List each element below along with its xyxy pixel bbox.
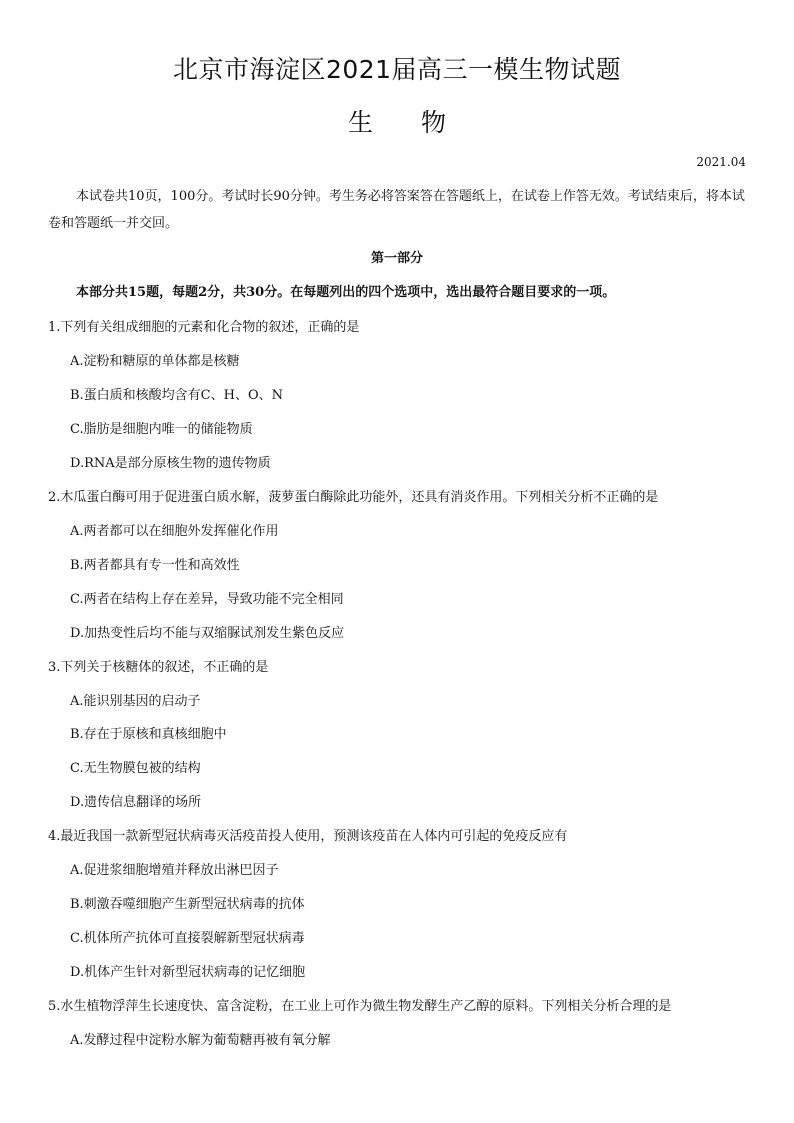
answer-option: A.两者都可以在细胞外发挥催化作用 — [70, 524, 279, 539]
answer-option: C.两者在结构上存在差异，导致功能不完全相同 — [70, 592, 344, 607]
answer-option: A.促进浆细胞增殖并释放出淋巴因子 — [70, 863, 279, 878]
answer-option: D.RNA是部分原核生物的遗传物质 — [70, 456, 271, 471]
answer-option: D.遗传信息翻译的场所 — [70, 795, 202, 810]
question-stem: 5.水生植物浮萍生长速度快、富含淀粉，在工业上可作为微生物发酵生产乙醇的原料。下列相关分析合理的是 — [48, 999, 672, 1014]
part-heading: 第一部分 — [370, 251, 423, 266]
question-stem: 1.下列有关组成细胞的元素和化合物的叙述，正确的是 — [48, 320, 360, 335]
exam-title: 北京市海淀区2021届高三一模生物试题 — [172, 55, 622, 84]
answer-option: A.能识别基因的启动子 — [70, 694, 201, 709]
answer-option: B.存在于原核和真核细胞中 — [70, 727, 227, 742]
answer-option: B.两者都具有专一性和高效性 — [70, 558, 240, 573]
exam-intro: 本试卷共10页，100分。考试时长90分钟。考生务必将答案答在答题纸上，在试卷上作答无效。考试结束后，将本试卷和答题纸一并交回。 — [48, 189, 745, 231]
answer-option: C.机体所产抗体可直接裂解新型冠状病毒 — [70, 931, 305, 946]
question-stem: 4.最近我国一款新型冠状病毒灭活疫苗投人使用，预测该疫苗在人体内可引起的免疫反应有 — [48, 829, 568, 844]
answer-option: C.无生物膜包被的结构 — [70, 761, 201, 776]
answer-option: C.脂肪是细胞内唯一的储能物质 — [70, 422, 253, 437]
answer-option: D.机体产生针对新型冠状病毒的记忆细胞 — [70, 965, 306, 980]
question-stem: 3.下列关于核糖体的叙述，不正确的是 — [48, 660, 269, 675]
answer-option: D.加热变性后均不能与双缩脲试剂发生紫色反应 — [70, 626, 345, 641]
subject-heading: 生 物 — [348, 108, 446, 137]
answer-option: A.发酵过程中淀粉水解为葡萄糖再被有氧分解 — [70, 1033, 331, 1048]
answer-option: B.刺激吞噬细胞产生新型冠状病毒的抗体 — [70, 897, 305, 912]
part-instructions: 本部分共15题，每题2分，共30分。在每题列出的四个选项中，选出最符合题目要求的一项。 — [76, 285, 616, 300]
answer-option: B.蛋白质和核酸均含有C、H、O、N — [70, 388, 284, 403]
question-stem: 2.木瓜蛋白酶可用于促进蛋白质水解，菠萝蛋白酶除此功能外，还具有消炎作用。下列相关分析不正确的是 — [48, 490, 659, 505]
answer-option: A.淀粉和糖原的单体都是核糖 — [70, 354, 240, 369]
exam-date: 2021.04 — [696, 155, 746, 169]
